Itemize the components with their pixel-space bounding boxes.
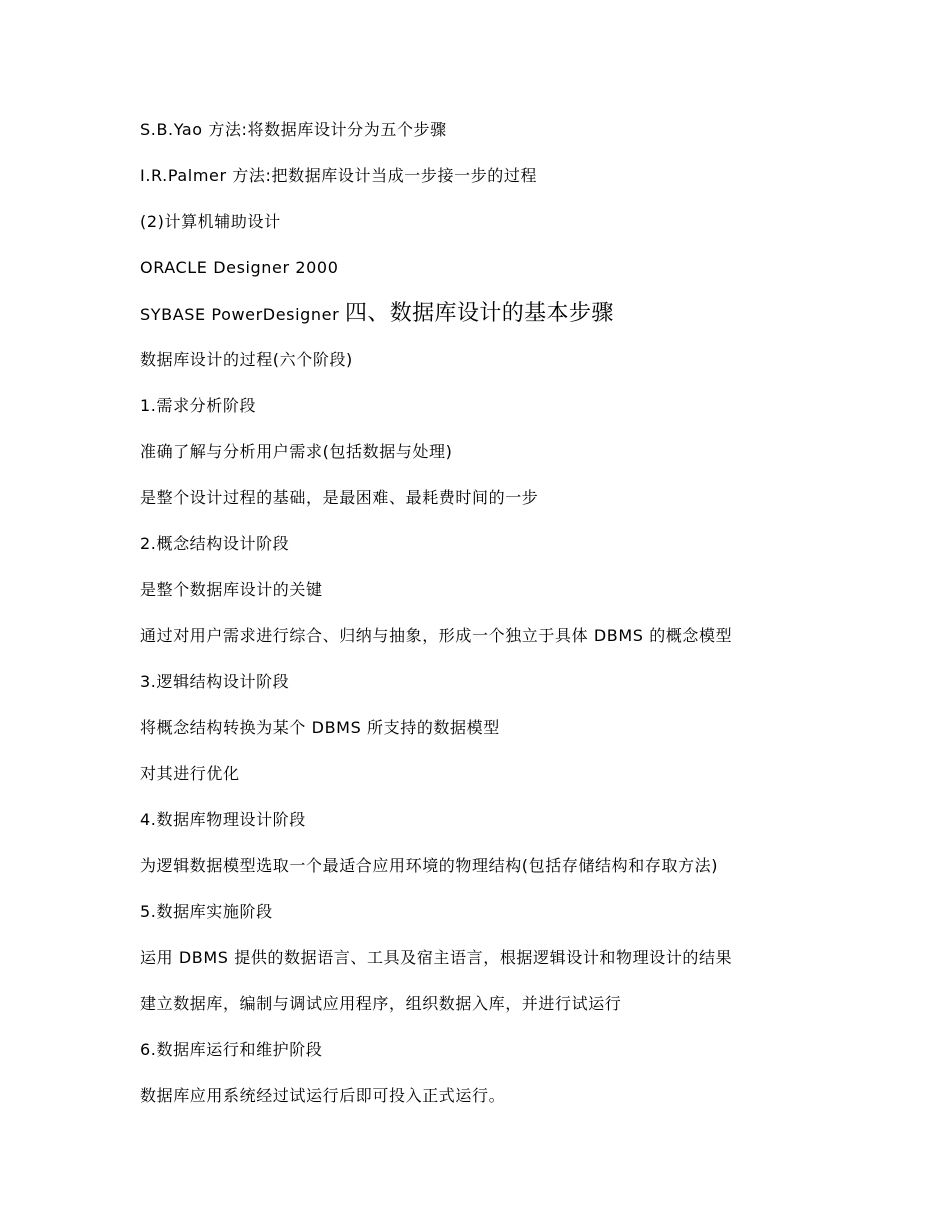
text-line: 数据库应用系统经过试运行后即可投入正式运行。 — [140, 1086, 506, 1105]
text-line: 通过对用户需求进行综合、归纳与抽象，形成一个独立于具体 DBMS 的概念模型 — [140, 626, 733, 645]
text-line: ORACLE Designer 2000 — [140, 258, 339, 277]
text-line: 2.概念结构设计阶段 — [140, 534, 290, 553]
text-line: 3.逻辑结构设计阶段 — [140, 672, 290, 691]
section-heading: 四、数据库设计的基本步骤 — [344, 301, 614, 326]
text-line: I.R.Palmer 方法:把数据库设计当成一步接一步的过程 — [140, 166, 538, 185]
text-line: 运用 DBMS 提供的数据语言、工具及宿主语言，根据逻辑设计和物理设计的结果 — [140, 948, 733, 967]
text-line: S.B.Yao 方法:将数据库设计分为五个步骤 — [140, 120, 447, 139]
text-line: 1.需求分析阶段 — [140, 396, 257, 415]
text-line: 为逻辑数据模型选取一个最适合应用环境的物理结构(包括存储结构和存取方法) — [140, 856, 719, 875]
document-page — [140, 110, 830, 1122]
heading-prefix-text: SYBASE PowerDesigner — [140, 305, 345, 324]
text-line: 建立数据库，编制与调试应用程序，组织数据入库，并进行试运行 — [140, 994, 622, 1013]
text-line: 4.数据库物理设计阶段 — [140, 810, 306, 829]
section-heading-line — [140, 294, 830, 340]
text-line: (2)计算机辅助设计 — [140, 212, 281, 231]
text-line: 是整个设计过程的基础，是最困难、最耗费时间的一步 — [140, 488, 539, 507]
text-line: 将概念结构转换为某个 DBMS 所支持的数据模型 — [140, 718, 500, 737]
text-line: 6.数据库运行和维护阶段 — [140, 1040, 323, 1059]
text-line: 对其进行优化 — [140, 764, 240, 783]
text-line: 5.数据库实施阶段 — [140, 902, 273, 921]
text-line: 是整个数据库设计的关键 — [140, 580, 323, 599]
text-line: 准确了解与分析用户需求(包括数据与处理) — [140, 442, 453, 461]
text-line: 数据库设计的过程(六个阶段) — [140, 350, 353, 369]
